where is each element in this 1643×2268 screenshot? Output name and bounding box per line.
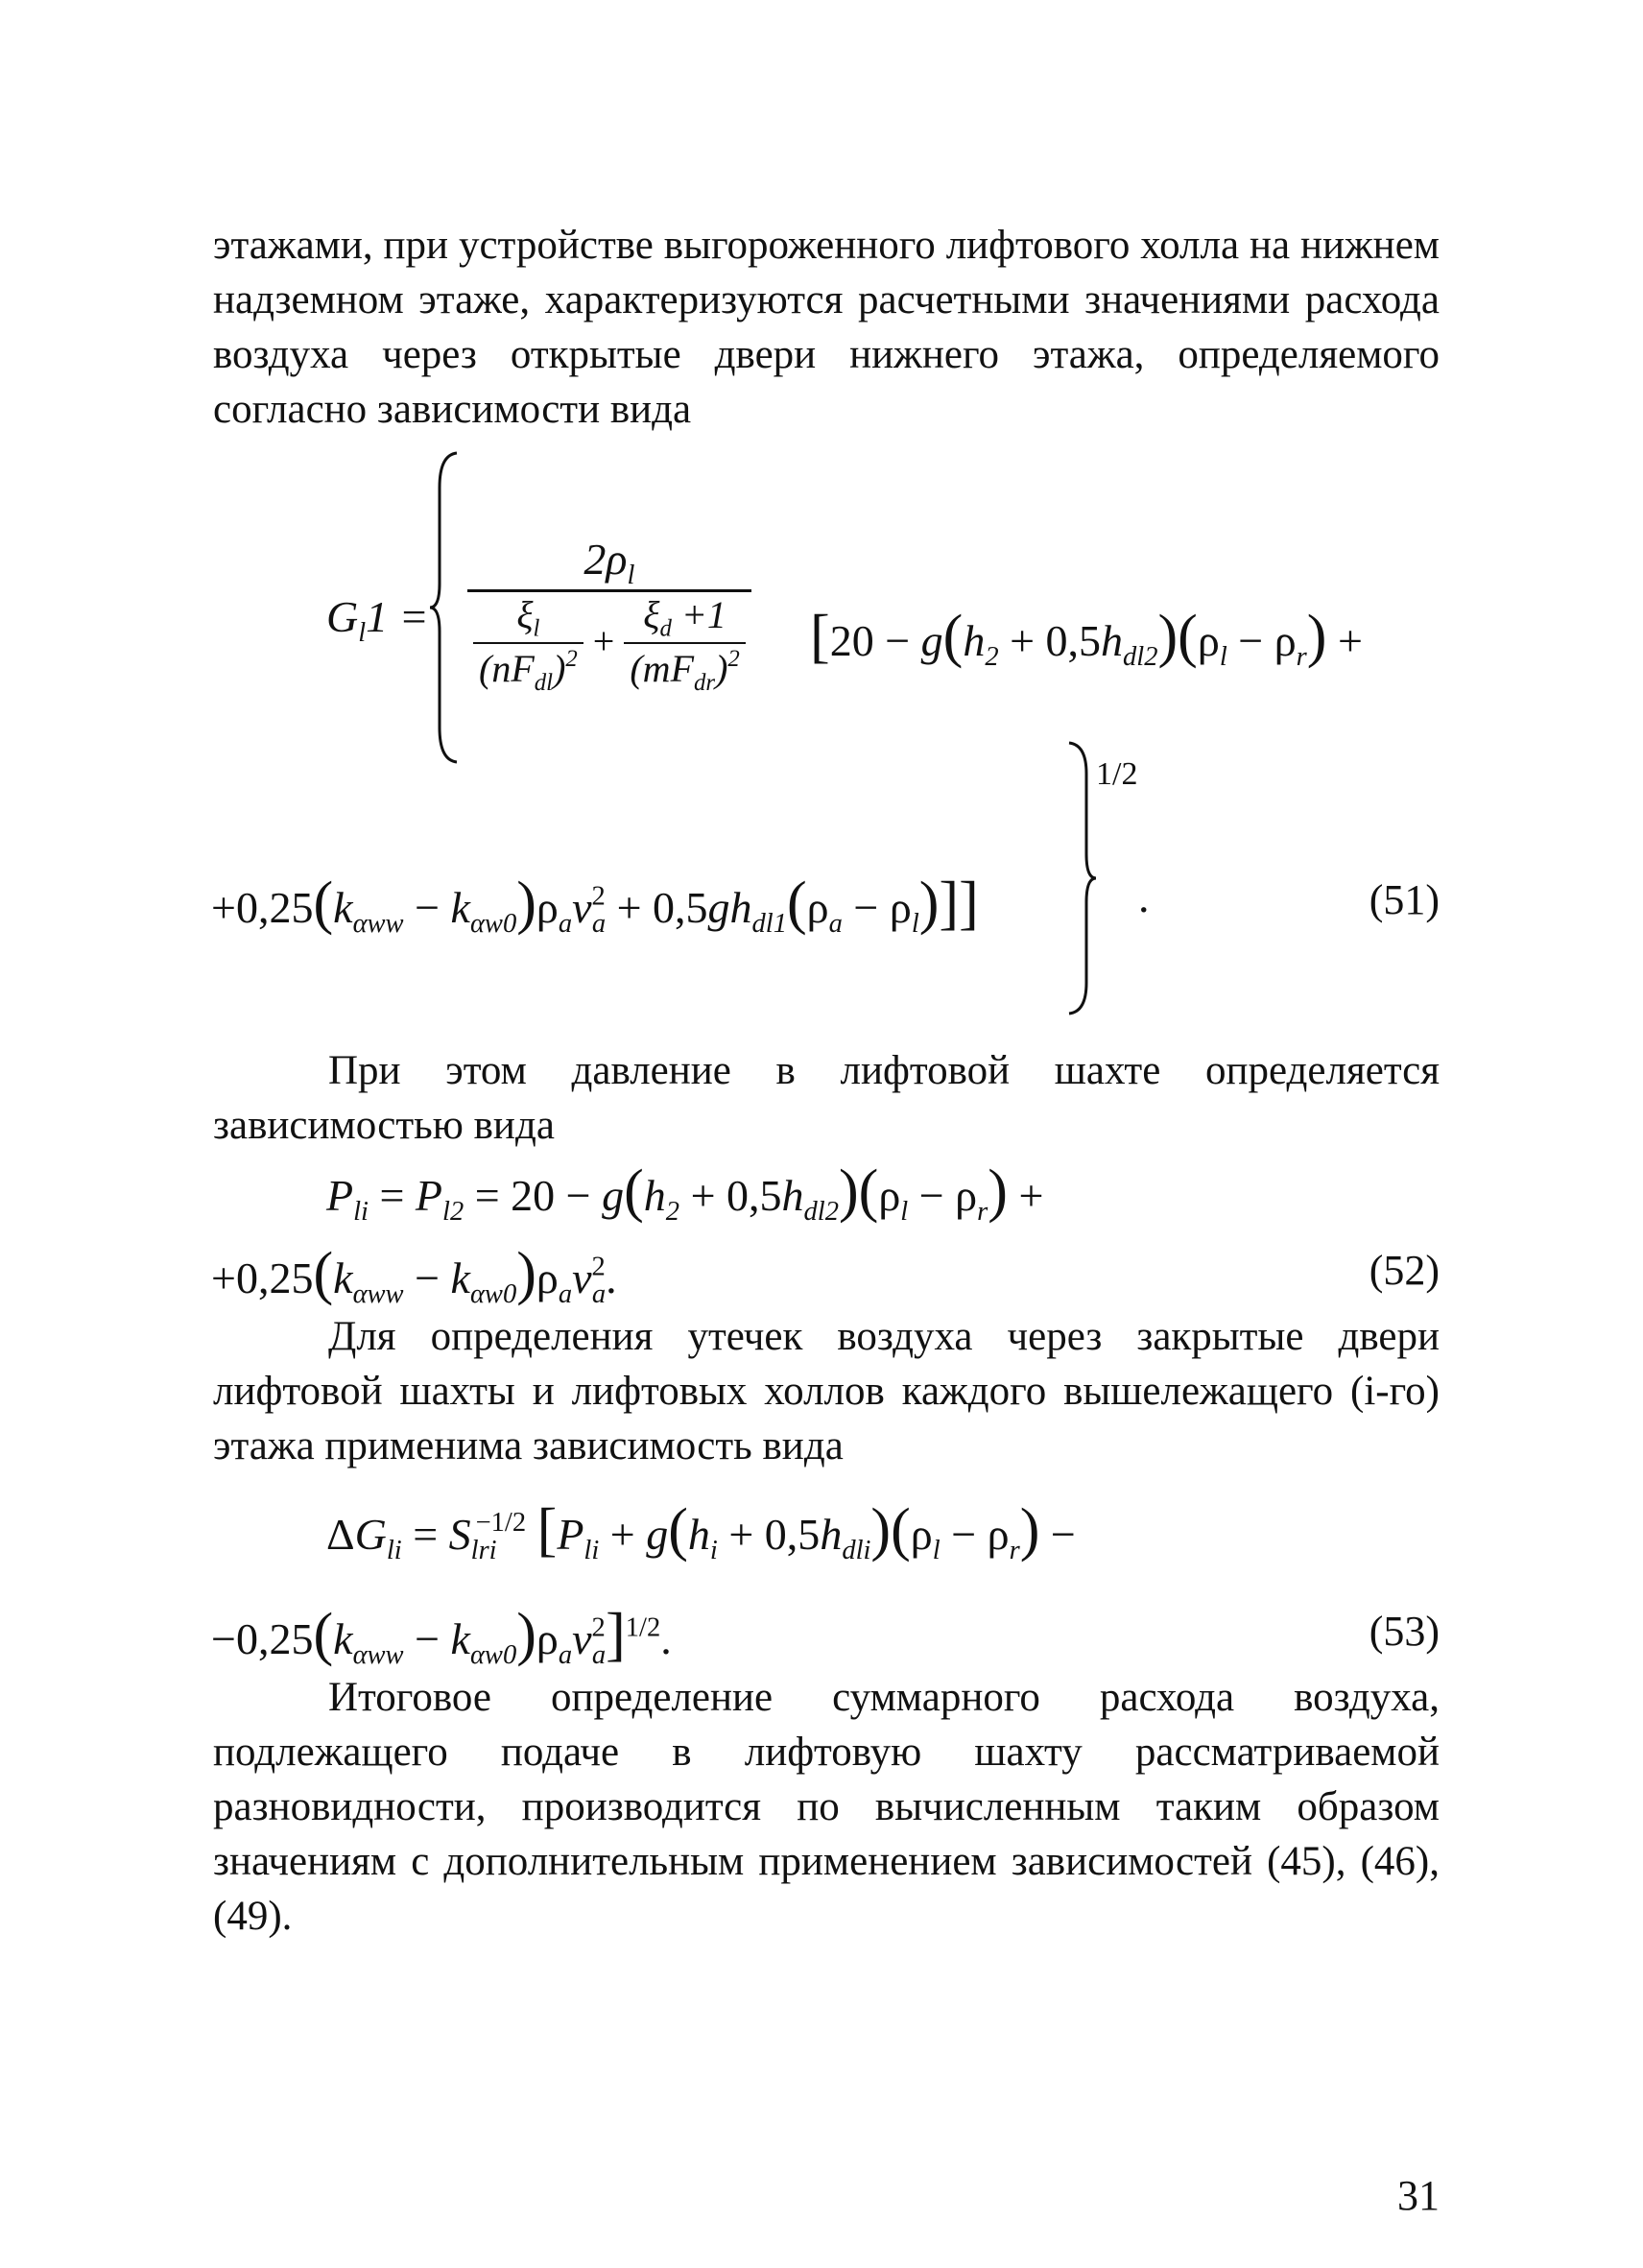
eq51-line1-rest: [$20 - g(h_2 + 0,5h_{dl2})(\rho_l - \rho_r)$ + [810,604,1363,672]
paragraph-pressure: При этом давление в лифтовой шахте определяется зависимостью вида [213,1048,1440,1148]
eq52-line1: $P_{li} = P_{l2} = 20 - g(h_2 + 0,5h_{dl2})(\rho_l - \rho_r)$ + [326,1158,1044,1227]
eq51-main-fraction: $2\rho_l$ $\frac{\xi_l}{(nF_{dl})^2}$ + $\frac{\xi_d +1}{(mF_{dr})^2}$ [467,537,751,696]
eq51-number: (51) [1369,876,1440,923]
eq53-line1: $\Delta G_{li} = S_{lri}^{-1/2}$ [$P_{li} + g(h_i + 0,5h_{dli})(\rho_l - \rho_r)$ − [326,1497,1076,1565]
paragraph-summary: Итоговое определение суммарного расхода воздуха, подлежащего подаче в лифтовую шахту рассматриваемой разновидности, производится по вычисленным таким образом значениям с дополнительным применением зависимостей (45), (46), (49). [213,1675,1440,1939]
eq52-number: (52) [1369,1247,1440,1294]
eq53-line2: $-0,25(k_{\alpha ww} - k_{\alpha w0})\rho_av^2_a]^{1/2}$. [211,1602,672,1670]
right-brace-icon [1063,739,1098,1017]
eq52-line2: $+0,25(k_{\alpha ww} - k_{\alpha w0})\rho_av^2_a$. [211,1241,617,1309]
eq51-exponent: 1/2 [1096,756,1138,792]
eq51-line2: $+0,25(k_{\alpha ww} - k_{\alpha w0})\rho_av^2_a + 0,5gh_{dl1}(\rho_a - \rho_l)$]] [211,871,979,939]
eq51-lhs: $G_l1$ = [326,592,429,648]
paragraph-intro: этажами, при устройстве выгороженного лифтового холла на нижнем надземном этаже, характеризуются расчетными значениями расхода воздуха через открытые двери нижнего этажа, определяемого согласно зависимости вида [213,223,1440,432]
eq53-number: (53) [1369,1608,1440,1655]
eq51-period: . [1138,872,1150,921]
paragraph-leakage: Для определения утечек воздуха через закрытые двери лифтовой шахты и лифтовых холлов каждого вышележащего (i-го) этажа применима зависимость вида [213,1314,1440,1468]
page-number: 31 [1397,2172,1440,2219]
left-brace-icon [428,449,463,766]
